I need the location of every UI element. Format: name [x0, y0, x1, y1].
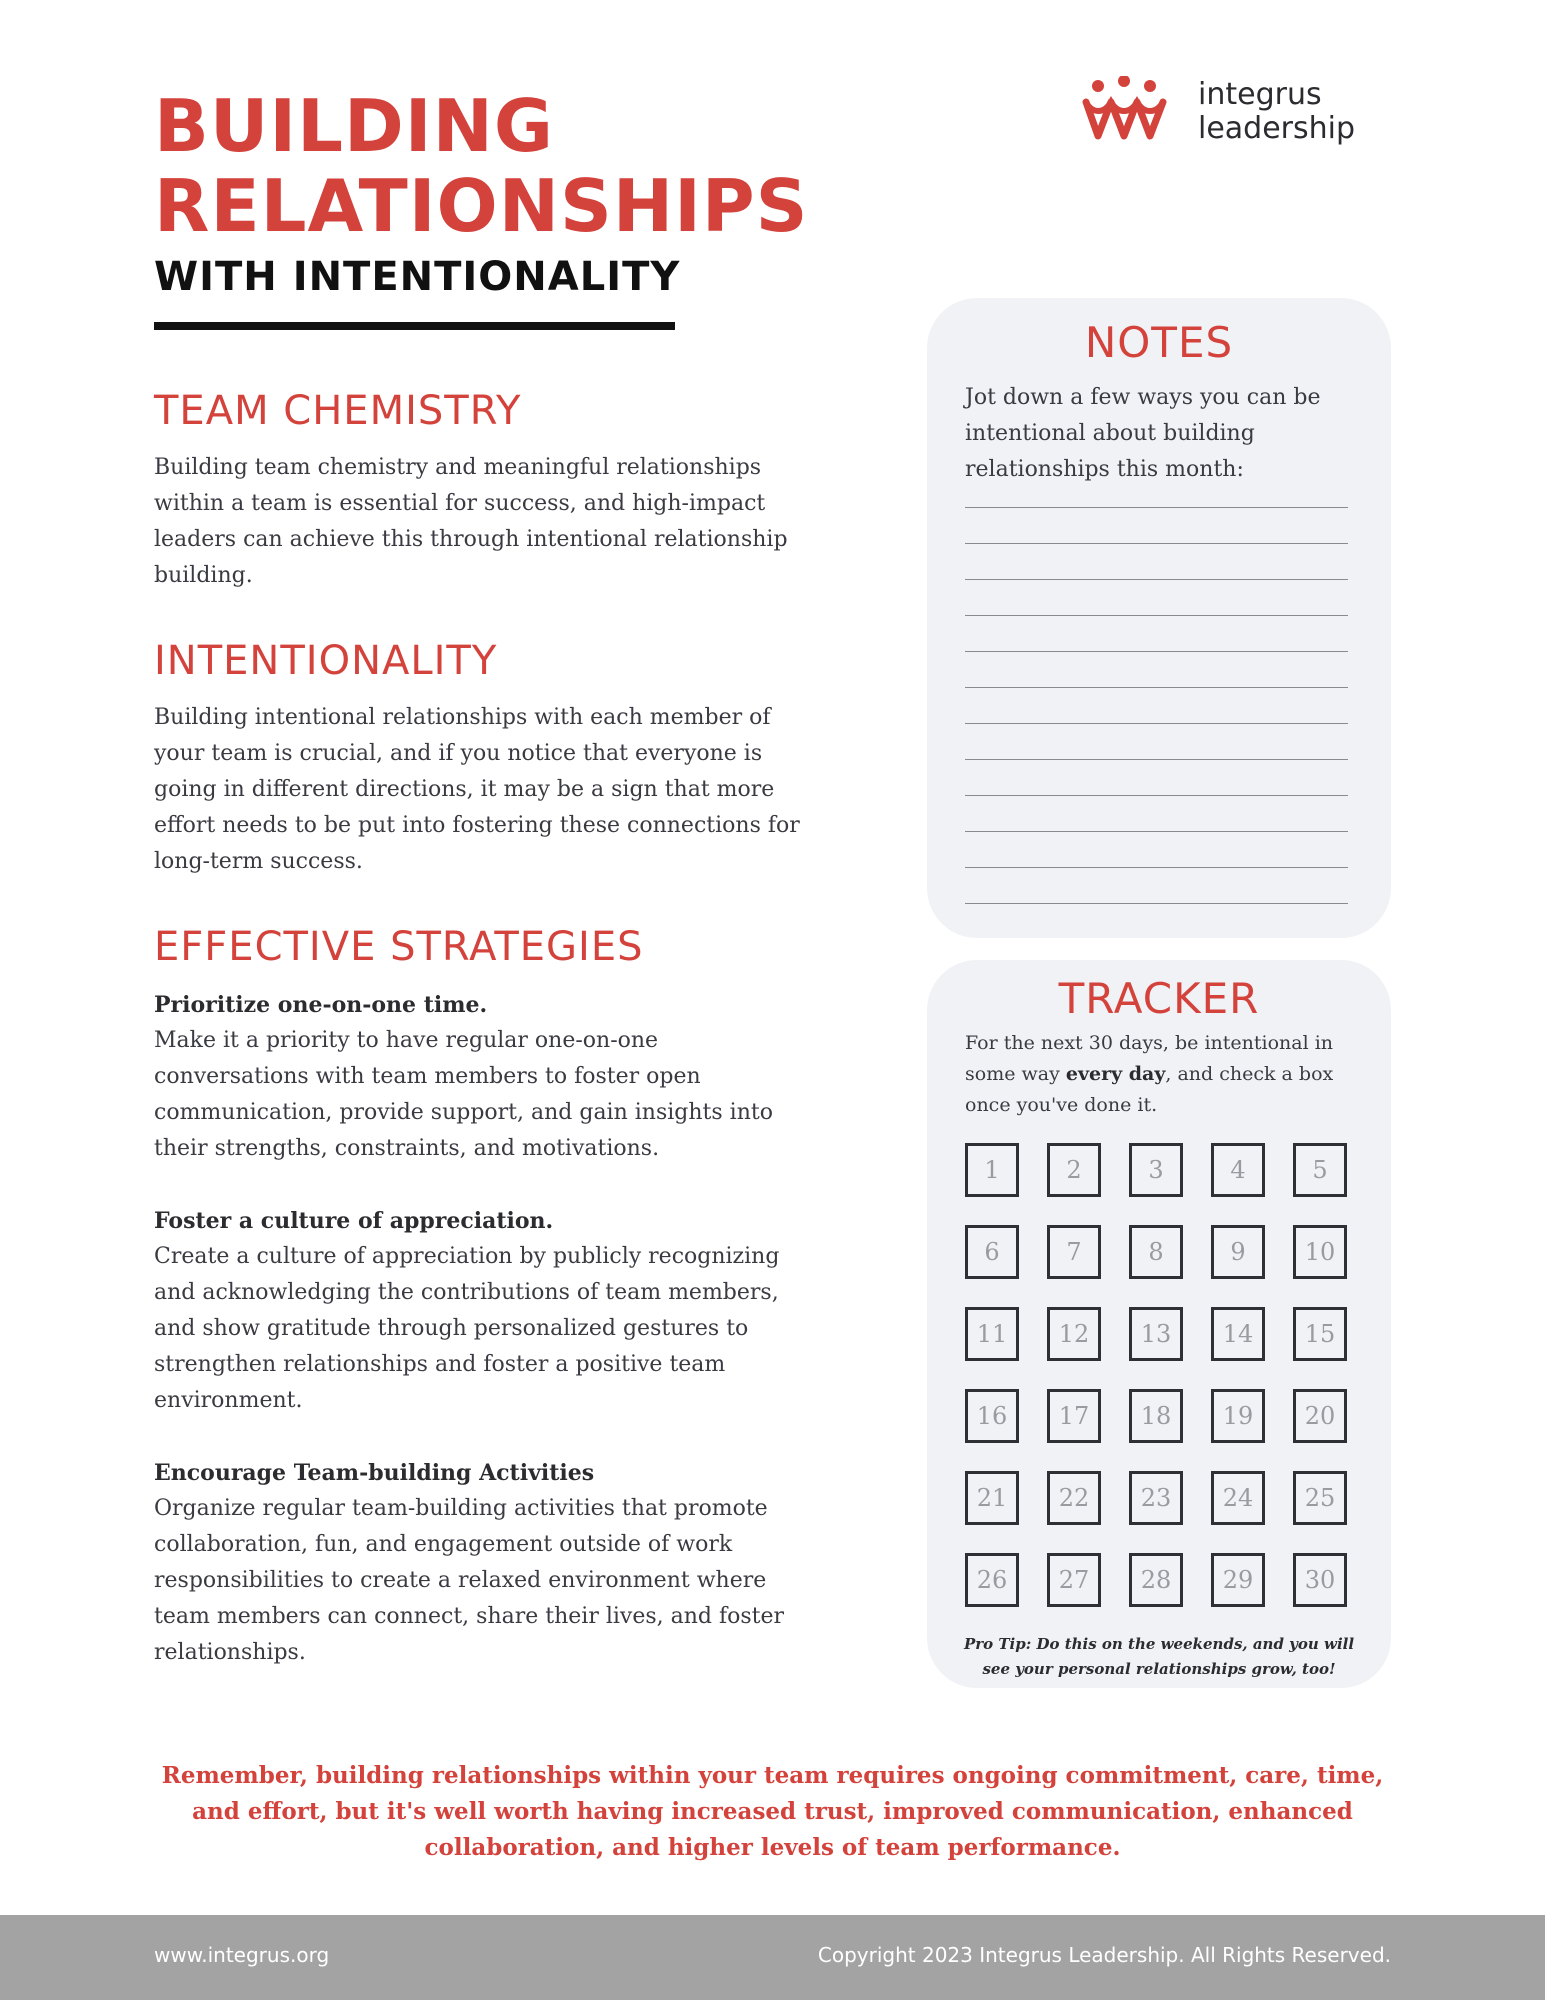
strategy-title: Prioritize one-on-one time. — [154, 992, 488, 1018]
title-line-1: BUILDING — [154, 84, 554, 168]
day-checkbox[interactable]: 21 — [965, 1471, 1019, 1525]
day-checkbox[interactable]: 16 — [965, 1389, 1019, 1443]
day-checkbox[interactable]: 6 — [965, 1225, 1019, 1279]
tracker-desc-start: For the next 30 days, be intentional in some way — [965, 1032, 1334, 1085]
day-checkbox[interactable]: 17 — [1047, 1389, 1101, 1443]
logo-wordmark — [1198, 78, 1355, 146]
day-checkbox[interactable]: 20 — [1293, 1389, 1347, 1443]
title-divider — [154, 322, 675, 330]
team-chemistry-body: Building team chemistry and meaningful relationships within a team is essential for success, and high-impact leaders can achieve this through intentional relationship building. — [154, 455, 788, 588]
tracker-desc-emphasis: every day — [1065, 1063, 1166, 1085]
day-checkbox[interactable]: 22 — [1047, 1471, 1101, 1525]
day-checkbox[interactable]: 10 — [1293, 1225, 1347, 1279]
day-checkbox[interactable]: 9 — [1211, 1225, 1265, 1279]
day-checkbox[interactable]: 15 — [1293, 1307, 1347, 1361]
title-line-2: RELATIONSHIPS — [154, 164, 809, 248]
day-checkbox[interactable]: 23 — [1129, 1471, 1183, 1525]
day-checkbox[interactable]: 4 — [1211, 1143, 1265, 1197]
intentionality-body: Building intentional relationships with each member of your team is crucial, and if you notice that everyone is going in different directions, it may be a sign that more effort needs to be put into fostering these connections for long-term success. — [154, 705, 800, 874]
strategy-item — [154, 1455, 814, 1671]
day-checkbox[interactable]: 2 — [1047, 1143, 1101, 1197]
day-checkbox[interactable]: 7 — [1047, 1225, 1101, 1279]
day-checkbox[interactable]: 26 — [965, 1553, 1019, 1607]
day-checkbox[interactable]: 27 — [1047, 1553, 1101, 1607]
tracker-panel — [927, 960, 1391, 1688]
note-line[interactable] — [965, 651, 1348, 652]
team-chemistry-heading: TEAM CHEMISTRY — [154, 388, 522, 434]
note-line[interactable] — [965, 867, 1348, 868]
day-checkbox[interactable]: 12 — [1047, 1307, 1101, 1361]
footer-copyright: Copyright 2023 Integrus Leadership. All Rights Reserved. — [817, 1943, 1391, 1967]
integrus-logo — [1082, 76, 1392, 156]
notes-description: Jot down a few ways you can be intentional about building relationships this month: — [965, 385, 1321, 482]
notes-panel — [927, 298, 1391, 938]
note-line[interactable] — [965, 543, 1348, 544]
day-checkbox[interactable]: 30 — [1293, 1553, 1347, 1607]
note-line[interactable] — [965, 903, 1348, 904]
intentionality-heading: INTENTIONALITY — [154, 638, 498, 684]
note-line[interactable] — [965, 831, 1348, 832]
day-checkbox[interactable]: 14 — [1211, 1307, 1265, 1361]
day-checkbox[interactable]: 11 — [965, 1307, 1019, 1361]
footer-bar — [0, 1915, 1545, 2000]
strategy-title: Encourage Team-building Activities — [154, 1460, 595, 1486]
note-line[interactable] — [965, 759, 1348, 760]
note-line[interactable] — [965, 579, 1348, 580]
strategy-body: Organize regular team-building activities that promote collaboration, fun, and engagement outside of work responsibilities to create a relaxed environment where team members can connect, share their lives, and foster relationships. — [154, 1496, 785, 1665]
day-checkbox[interactable]: 8 — [1129, 1225, 1183, 1279]
note-line[interactable] — [965, 723, 1348, 724]
strategy-item — [154, 987, 814, 1167]
tracker-heading: TRACKER — [1058, 974, 1260, 1023]
page-title — [154, 86, 809, 246]
strategy-item — [154, 1203, 814, 1419]
logo-text-line-1: integrus — [1198, 77, 1322, 112]
day-checkbox[interactable]: 29 — [1211, 1553, 1265, 1607]
strategy-body: Create a culture of appreciation by publicly recognizing and acknowledging the contributions of team members, and show gratitude through personalized gestures to strengthen relationships and foster a positive team environment. — [154, 1244, 780, 1413]
footer-website-link[interactable]: www.integrus.org — [154, 1943, 330, 1967]
day-checkbox[interactable]: 1 — [965, 1143, 1019, 1197]
pro-tip: Pro Tip: Do this on the weekends, and you will see your personal relationships grow, too! — [963, 1635, 1355, 1678]
day-checkbox[interactable]: 24 — [1211, 1471, 1265, 1525]
day-checkbox[interactable]: 25 — [1293, 1471, 1347, 1525]
logo-text-line-2: leadership — [1198, 111, 1356, 146]
day-checkbox[interactable]: 3 — [1129, 1143, 1183, 1197]
note-line[interactable] — [965, 507, 1348, 508]
day-checkbox[interactable]: 18 — [1129, 1389, 1183, 1443]
notes-heading: NOTES — [1084, 318, 1234, 367]
strategy-title: Foster a culture of appreciation. — [154, 1208, 554, 1234]
strategy-body: Make it a priority to have regular one-on-one conversations with team members to foster open communication, provide support, and gain insights into their strengths, constraints, and motivations. — [154, 1028, 773, 1161]
logo-mark-icon — [1082, 76, 1182, 146]
strategies-heading: EFFECTIVE STRATEGIES — [154, 924, 644, 970]
day-checkbox[interactable]: 19 — [1211, 1389, 1265, 1443]
day-checkbox[interactable]: 13 — [1129, 1307, 1183, 1361]
closing-statement: Remember, building relationships within your team requires ongoing commitment, care, time, and effort, but it's well worth having increased trust, improved communication, enhanced collaboration, and higher levels of team performance. — [161, 1762, 1384, 1861]
tracker-desc-end: , and check a box once you've done it. — [965, 1063, 1334, 1116]
day-checkbox[interactable]: 5 — [1293, 1143, 1347, 1197]
tracker-description — [965, 1028, 1365, 1121]
day-checkbox[interactable]: 28 — [1129, 1553, 1183, 1607]
note-line[interactable] — [965, 795, 1348, 796]
note-line[interactable] — [965, 687, 1348, 688]
page-subtitle: WITH INTENTIONALITY — [154, 254, 681, 300]
note-line[interactable] — [965, 615, 1348, 616]
